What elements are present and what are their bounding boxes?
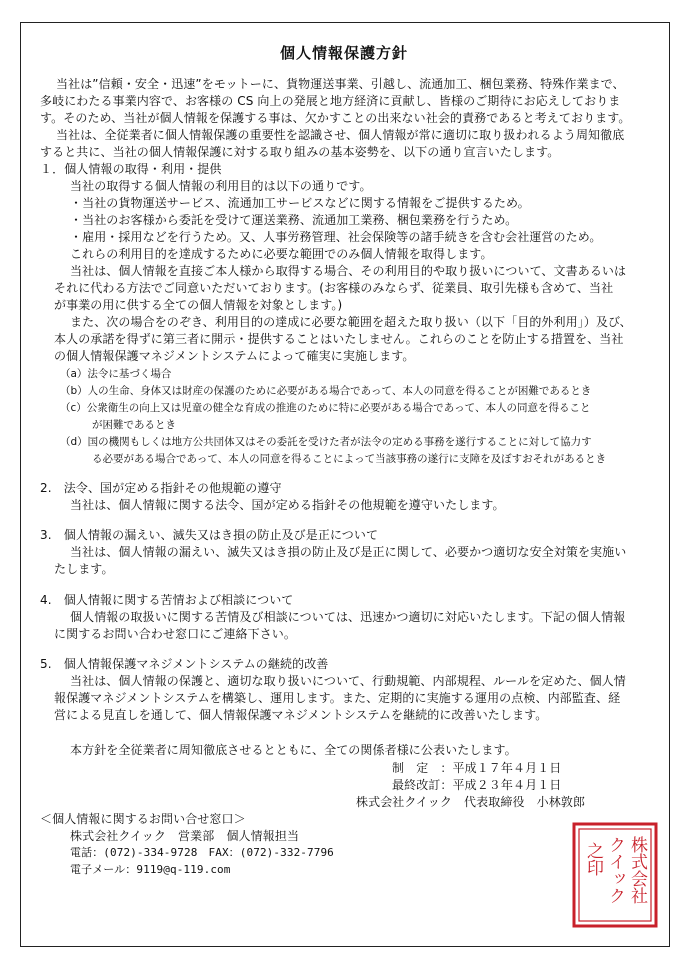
section-3-line: たします。 [54, 562, 114, 576]
exception-item: る必要がある場合であって、本人の同意を得ることによって当該事務の遂行に支障を及ぼすおそれがあるとき [92, 453, 607, 465]
closing-statement: 本方針を全従業者に周知徹底させるとともに、全ての関係者様に公表いたします。 [70, 743, 517, 757]
company-seal [570, 820, 660, 930]
signatory: 株式会社クイック 代表取締役 小林敦郎 [356, 795, 586, 809]
section-5-line: 営による見直しを通して、個人情報保護マネジメントシステムを継続的に改善いたします。 [54, 708, 548, 722]
section-5-line: 当社は、個人情報の保護と、適切な取り扱いについて、行動規範、内部規程、ルールを定めた、個人情 [70, 674, 626, 688]
section-2-line: 当社は、個人情報に関する法令、国が定める指針その他規範を遵守いたします。 [70, 498, 505, 512]
exception-item: （b）人の生命、身体又は財産の保護のために必要がある場合であって、本人の同意を得ることが困難であるとき [60, 385, 592, 397]
document-title: 個人情報保護方針 [279, 44, 408, 62]
intro-line: 多岐にわたる事業内容で、お客様の CS 向上の発展と地方経済に貢献し、皆様のご期待にお応えしておりま [40, 94, 621, 108]
contact-heading: ＜個人情報に関するお問い合せ窓口＞ [40, 812, 246, 826]
section-1-line: 本人の承諾を得ずに第三者に開示・提供することはいたしません。これらのことを防止する措置を、当社 [54, 332, 624, 346]
intro-line: 当社は”信頼・安全・迅速”をモットーに、貨物運送事業、引越し、流通加工、梱包業務、特殊作業まで、 [56, 77, 625, 91]
contact-org: 株式会社クイック 営業部 個人情報担当 [70, 829, 300, 843]
section-2-heading: 2. 法令、国が定める指針その他規範の遵守 [40, 481, 282, 495]
exception-item: （a）法令に基づく場合 [60, 368, 172, 380]
contact-email: 電子メール：9119@q-119.com [70, 863, 231, 876]
section-1-line: ・雇用・採用などを行うため。又、人事労務管理、社会保険等の諸手続きを含む会社運営のため。 [70, 230, 602, 244]
section-1-line: ・当社のお客様から委託を受けて運送業務、流通加工業務、梱包業務を行うため。 [70, 213, 518, 227]
section-1-heading: １．個人情報の取得・利用・提供 [40, 162, 222, 176]
section-1-line: ・当社の貨物運送サービス、流通加工サービスなどに関する情報をご提供するため。 [70, 196, 530, 210]
section-1-line: 当社は、個人情報を直接ご本人様から取得する場合、その利用目的や取り扱いについて、文書あるいは [70, 264, 627, 278]
section-4-line: に関するお問い合わせ窓口にご連絡下さい。 [54, 627, 297, 641]
section-1-line: これらの利用目的を達成するために必要な範囲でのみ個人情報を取得します。 [70, 247, 493, 261]
exception-item: が困難であるとき [92, 419, 176, 431]
intro-line: 当社は、全従業者に個人情報保護の重要性を認識させ、個人情報が常に適切に取り扱われるよう周知徹底 [56, 128, 625, 142]
section-5-heading: 5. 個人情報保護マネジメントシステムの継続的改善 [40, 657, 329, 671]
enacted-date: 制 定 ：平成１７年４月１日 [392, 761, 562, 775]
section-3-heading: 3. 個人情報の漏えい、滅失又はき損の防止及び是正について [40, 528, 379, 542]
seal-text-col-2: クイック [605, 836, 625, 904]
exception-item: （d）国の機関もしくは地方公共団体又はその委託を受けた者が法令の定める事務を遂行することに対して協力す [60, 436, 592, 448]
section-1-line: それに代わる方法でご同意いただいております。(お客様のみならず、従業員、取引先様も含めて、当社 [54, 281, 614, 295]
intro-line: す。そのため、当社が個人情報を保護する事は、欠かすことの出来ない社会的責務であると考えております。 [40, 111, 631, 125]
section-1-line: また、次の場合をのぞき、利用目的の達成に必要な範囲を超えた取り扱い（以下「目的外利用」）及び、 [70, 315, 632, 329]
contact-phone: 電話：(072)-334-9728 FAX：(072)-332-7796 [70, 846, 334, 859]
seal-text-col-1: 株式会社 [627, 836, 647, 904]
exception-item: （c）公衆衛生の向上又は児童の健全な育成の推進のために特に必要がある場合であって、本人の同意を得ること [60, 402, 591, 414]
section-4-heading: 4. 個人情報に関する苦情および相談について [40, 593, 294, 607]
seal-text-col-3: 之印 [583, 842, 603, 876]
section-1-line: が事業の用に供する全ての個人情報を対象とします。) [54, 298, 343, 312]
section-1-line: 当社の取得する個人情報の利用目的は以下の通りです。 [70, 179, 372, 193]
section-3-line: 当社は、個人情報の漏えい、滅失又はき損の防止及び是正に関して、必要かつ適切な安全対策を実施い [70, 545, 627, 559]
intro-line: すると共に、当社の個人情報保護に対する取り組みの基本姿勢を、以下の通り宣言いたします。 [40, 145, 560, 159]
section-4-line: 個人情報の取扱いに関する苦情及び相談については、迅速かつ適切に対応いたします。下記の個人情報 [70, 610, 626, 624]
revised-date: 最終改訂：平成２３年４月１日 [392, 778, 562, 792]
section-5-line: 報保護マネジメントシステムを構築し、運用します。また、定期的に実施する運用の点検、内部監査、経 [54, 691, 621, 705]
section-1-line: の個人情報保護マネジメントシステムによって確実に実施します。 [54, 349, 415, 363]
